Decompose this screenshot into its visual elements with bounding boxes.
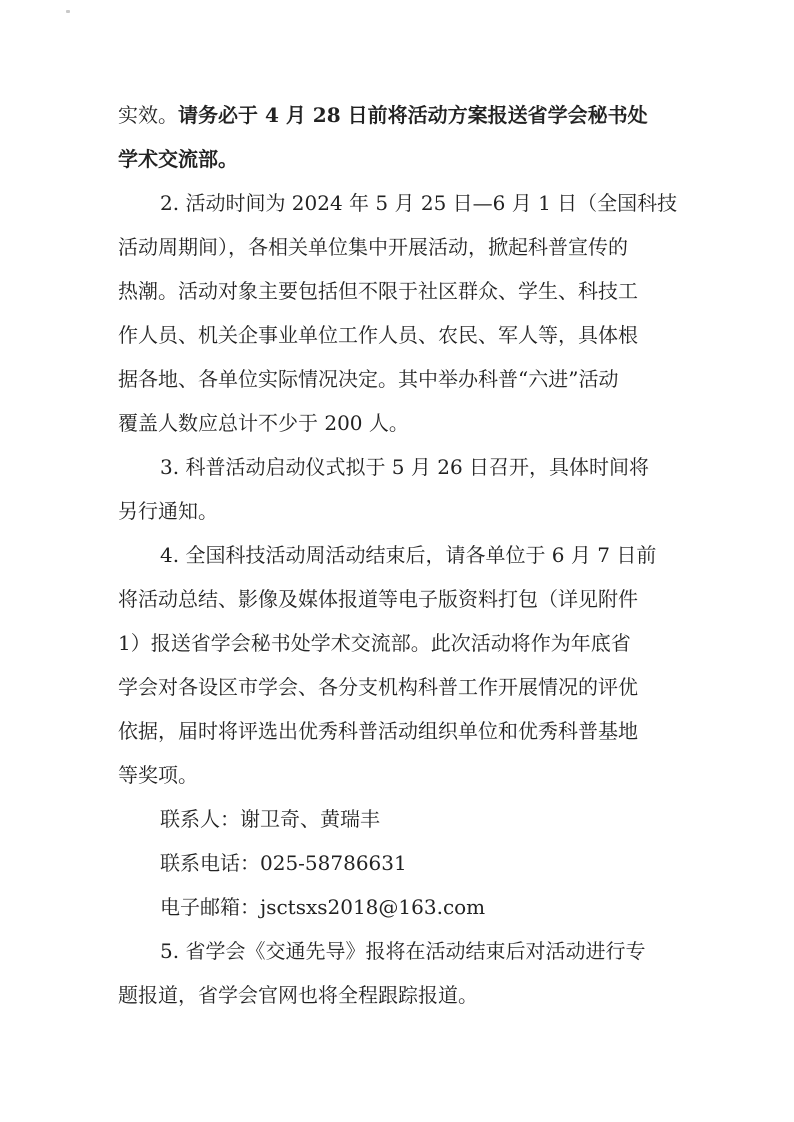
text-line: [0, 102, 794, 128]
paragraph-start: [0, 542, 794, 568]
text-segment: 等奖项。: [118, 763, 198, 787]
text-line: [0, 234, 794, 260]
text-segment: 覆盖人数应总计不少于 200 人。: [118, 411, 409, 435]
text-segment: 另行通知。: [118, 499, 218, 523]
text-segment: 联系人：谢卫奇、黄瑞丰: [160, 807, 380, 831]
scan-speck: [66, 10, 70, 13]
text-segment-emphasis: 请务必于 4 月 28 日前将活动方案报送省学会秘书处: [178, 103, 648, 127]
text-segment: 5. 省学会《交通先导》报将在活动结束后对活动进行专: [160, 939, 646, 963]
text-line: [0, 982, 794, 1008]
text-segment: 作人员、机关企事业单位工作人员、农民、军人等，具体根: [118, 323, 638, 347]
text-line: [0, 630, 794, 656]
text-line: [0, 366, 794, 392]
contact-email: [0, 894, 794, 920]
text-line: [0, 718, 794, 744]
text-line: [0, 410, 794, 436]
contact-phone: [0, 850, 794, 876]
text-segment: 学会对各设区市学会、各分支机构科普工作开展情况的评优: [118, 675, 638, 699]
text-segment: 联系电话：025-58786631: [160, 851, 407, 875]
text-line: [0, 586, 794, 612]
text-line: [0, 762, 794, 788]
contact-person: [0, 806, 794, 832]
text-segment-emphasis: 学术交流部。: [118, 147, 238, 171]
text-line: [0, 278, 794, 304]
text-segment: 实效。: [118, 103, 178, 127]
text-segment: 题报道，省学会官网也将全程跟踪报道。: [118, 983, 478, 1007]
text-segment: 将活动总结、影像及媒体报道等电子版资料打包（详见附件: [118, 587, 638, 611]
text-segment: 3. 科普活动启动仪式拟于 5 月 26 日召开，具体时间将: [160, 455, 650, 479]
text-segment: 1）报送省学会秘书处学术交流部。此次活动将作为年底省: [118, 631, 631, 655]
text-line: [0, 674, 794, 700]
text-segment: 热潮。活动对象主要包括但不限于社区群众、学生、科技工: [118, 279, 638, 303]
text-segment: 据各地、各单位实际情况决定。其中举办科普“六进”活动: [118, 367, 619, 391]
paragraph-start: [0, 938, 794, 964]
text-line: [0, 322, 794, 348]
text-segment: 2. 活动时间为 2024 年 5 月 25 日—6 月 1 日（全国科技: [160, 191, 678, 215]
text-line: [0, 498, 794, 524]
paragraph-start: [0, 190, 794, 216]
text-segment: 4. 全国科技活动周活动结束后，请各单位于 6 月 7 日前: [160, 543, 657, 567]
paragraph-start: [0, 454, 794, 480]
text-segment: 活动周期间），各相关单位集中开展活动，掀起科普宣传的: [118, 235, 628, 259]
text-line: [0, 146, 794, 172]
text-segment: 依据，届时将评选出优秀科普活动组织单位和优秀科普基地: [118, 719, 638, 743]
text-segment: 电子邮箱：jsctsxs2018@163.com: [160, 895, 486, 919]
